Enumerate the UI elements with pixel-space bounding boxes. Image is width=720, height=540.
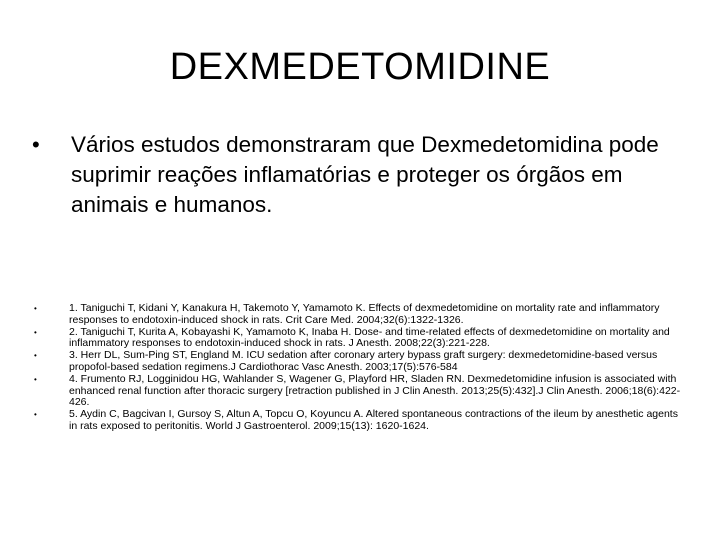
- bullet-icon: •: [32, 132, 40, 157]
- reference-item: [34, 327, 684, 351]
- main-bullet-point: [32, 130, 682, 220]
- reference-item: [34, 409, 684, 433]
- slide-title: DEXMEDETOMIDINE: [169, 46, 551, 88]
- reference-text: 5. Aydin C, Bagcivan I, Gursoy S, Altun A, Topcu O, Koyuncu A. Altered spontaneous contractions of the ileum by anesthetic agents in rats exposed to peritonitis. World J Gastroenterol. 2009;15(13): 1620-1624.: [69, 408, 678, 432]
- reference-item: [34, 374, 684, 409]
- reference-item: [34, 303, 684, 327]
- reference-text: 3. Herr DL, Sum-Ping ST, England M. ICU sedation after coronary artery bypass graft surgery: dexmedetomidine-based versus propofol-based sedation regimens.J Cardiothorac Vasc Anesth. 2003;17(5):576-584: [69, 349, 658, 373]
- bullet-icon: •: [34, 374, 37, 384]
- bullet-icon: •: [34, 327, 37, 337]
- reference-item: [34, 350, 684, 374]
- references-list: [34, 303, 684, 433]
- main-point-text: Vários estudos demonstraram que Dexmedetomidina pode suprimir reações inflamatórias e proteger os órgãos em animais e humanos.: [71, 132, 659, 217]
- reference-text: 4. Frumento RJ, Logginidou HG, Wahlander S, Wagener G, Playford HR, Sladen RN. Dexmedetomidine infusion is associated with enhanced renal function after thoracic surgery [retraction published in J Clin Anesth. 2013;25(5):432].J Clin Anesth. 2006;18(6):422-426.: [69, 372, 681, 409]
- bullet-icon: •: [34, 410, 37, 420]
- reference-text: 2. Taniguchi T, Kurita A, Kobayashi K, Yamamoto K, Inaba H. Dose- and time-related effects of dexmedetomidine on mortality and inflammatory responses to endotoxin-induced shock in rats. J Anesth. 2008;22(3):221-228.: [69, 325, 670, 350]
- bullet-icon: •: [34, 351, 37, 361]
- bullet-icon: •: [34, 304, 37, 313]
- reference-text: 1. Taniguchi T, Kidani Y, Kanakura H, Takemoto Y, Yamamoto K. Effects of dexmedetomidine on mortality rate and inflammatory responses to endotoxin-induced shock in rats. Crit Care Med. 2004;32(6):1322-1326.: [69, 302, 660, 326]
